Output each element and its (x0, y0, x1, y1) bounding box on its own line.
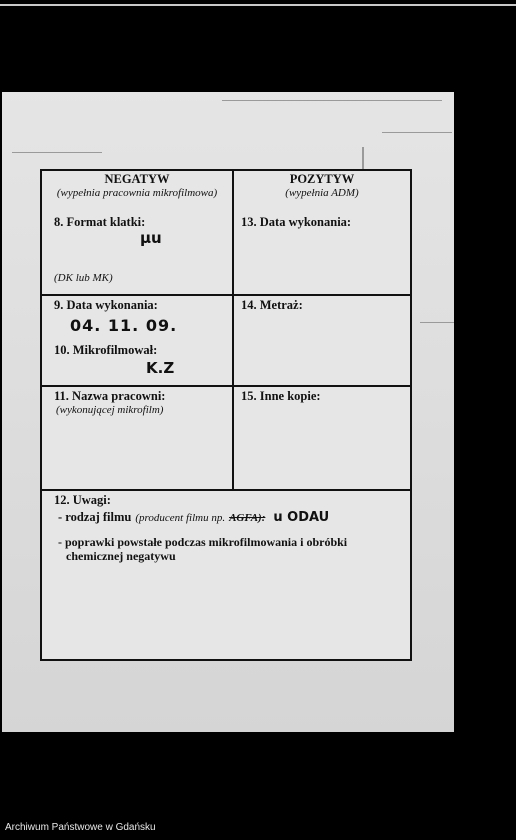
rodzaj-example: AGFA): (229, 512, 266, 524)
pracownia-subtitle: (wykonującej mikrofilm) (56, 404, 164, 416)
data9-value: 04. 11. 09. (70, 316, 178, 335)
kopie-label: 15. Inne kopie: (241, 389, 321, 403)
pozytyw-title: POZYTYW (289, 172, 355, 186)
metraz-label: 14. Metraż: (241, 298, 303, 312)
scratch-mark (382, 132, 452, 133)
rodzaj-filmu-line (58, 508, 329, 526)
top-border-line (0, 4, 516, 6)
row-divider (42, 489, 410, 491)
row-divider (42, 294, 410, 296)
column-divider (232, 171, 234, 489)
negatyw-subtitle: (wypełnia pracownia mikrofilmowa) (56, 187, 218, 199)
scratch-mark (12, 152, 102, 153)
negatyw-title: NEGATYW (104, 172, 170, 186)
rodzaj-label: - rodzaj filmu (58, 510, 132, 524)
poprawki-line1: - poprawki powstałe podczas mikrofilmowania i obróbki (58, 535, 348, 549)
scratch-mark (420, 322, 454, 323)
mikrofilmowal-label: 10. Mikrofilmował: (54, 343, 158, 357)
uwagi-label: 12. Uwagi: (54, 493, 111, 507)
archive-footer: Archiwum Państwowe w Gdańsku (5, 822, 156, 833)
format-note: (DK lub MK) (54, 272, 113, 284)
pracownia-label: 11. Nazwa pracowni: (54, 389, 166, 403)
format-label: 8. Format klatki: (54, 215, 146, 229)
poprawki-line2: chemicznej negatywu (66, 549, 176, 563)
data9-label: 9. Data wykonania: (54, 298, 158, 312)
record-form (40, 169, 412, 661)
scratch-mark (222, 100, 442, 101)
pozytyw-subtitle: (wypełnia ADM) (285, 187, 359, 199)
format-value: μu (140, 229, 162, 247)
mikrofilmowal-value: K.Z (146, 359, 175, 377)
rodzaj-value: u ODAU (273, 510, 330, 525)
row-divider (42, 385, 410, 387)
rodzaj-hint: (producent filmu np. (135, 512, 226, 524)
data13-label: 13. Data wykonania: (241, 215, 352, 229)
